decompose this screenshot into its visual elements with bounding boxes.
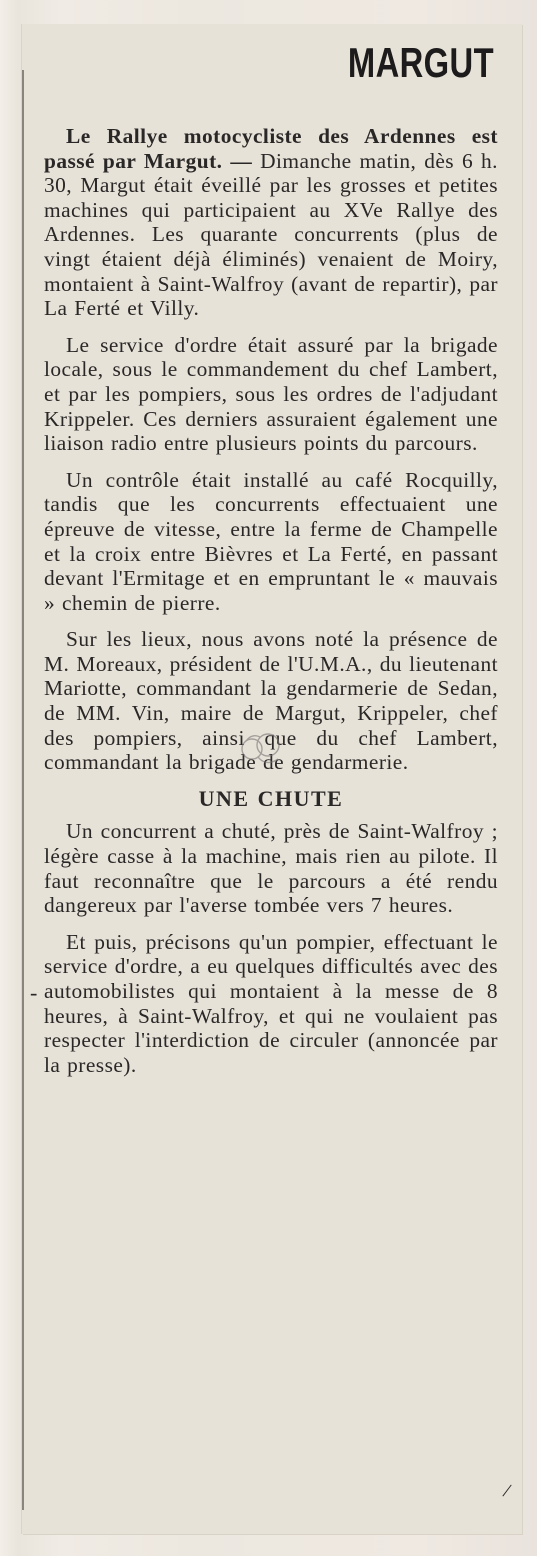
paragraph-2: Le service d'ordre était assuré par la brigade locale, sous le commandement du chef Lambert, et par les pompiers, sous les ordres de l'adjudant Krippeler. Ces derniers assuraient également une liaison radio entre plusieurs points du parcours. xyxy=(44,332,498,456)
clipping-left-edge xyxy=(22,70,24,1510)
paragraph-1 xyxy=(44,124,498,321)
margin-mark-left: - xyxy=(30,980,38,1005)
paragraph-3: Un contrôle était installé au café Rocquilly, tandis que les concurrents effectuaient une épreuve de vitesse, entre la ferme de Champelle et la croix entre Bièvres et La Ferté, en passant devant l'Ermitage et en empruntant le « mauvais » chemin de pierre. xyxy=(44,467,498,615)
article-title: MARGUT xyxy=(347,39,494,86)
margin-mark-right: / xyxy=(500,1479,513,1503)
paragraph-4: Sur les lieux, nous avons noté la présence de M. Moreaux, président de l'U.M.A., du lieutenant Mariotte, commandant la gendarmerie de Sedan, de MM. Vin, maire de Margut, Krippeler, chef des pompiers, ainsi que du chef Lambert, commandant la brigade de gendarmerie. xyxy=(44,627,498,775)
paragraph-1-lead: Le Rallye motocycliste des Ardennes est passé par Margut. — xyxy=(44,124,498,173)
ink-stamp-icon xyxy=(238,727,292,773)
paragraph-5: Un concurrent a chuté, près de Saint-Walfroy ; légère casse à la machine, mais rien au pilote. Il faut reconnaître que le parcours a été rendu dangereux par l'averse tombée vers 7 heures. xyxy=(44,819,498,918)
paragraph-6: Et puis, précisons qu'un pompier, effectuant le service d'ordre, a eu quelques difficultés avec des automobilistes qui montaient à la messe de 8 heures, à Saint-Walfroy, et qui ne voulaient pas respecter l'interdiction de circuler (annoncée par la presse). xyxy=(44,929,498,1077)
article xyxy=(44,32,498,1089)
subheading: UNE CHUTE xyxy=(198,785,344,811)
paragraph-1-body: Dimanche matin, dès 6 h. 30, Margut était éveillé par les grosses et petites machines qui participaient au XVe Rallye des Ardennes. Les quarante concurrents (plus de vingt étaient déjà éliminés) venaient de Moiry, montaient à Saint-Walfroy (avant de repartir), par La Ferté et Villy. xyxy=(44,148,498,321)
